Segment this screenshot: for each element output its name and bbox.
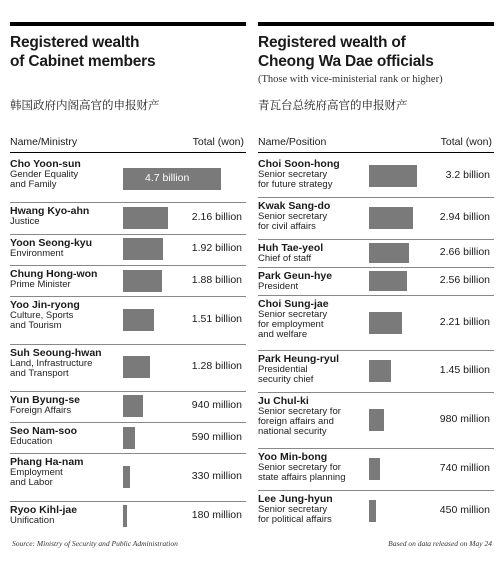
row-role: President: [258, 280, 299, 292]
cabinet-chinese-title: 韩国政府内阁高官的申报财产: [10, 100, 160, 112]
row-role: Education: [10, 436, 53, 448]
row-name: Suh Seoung-hwan: [10, 346, 102, 359]
value-label: 180 million: [191, 509, 242, 522]
row-role: Environment: [10, 247, 64, 259]
row-name: Chung Hong-won: [10, 267, 98, 280]
cheongwadae-panel: [258, 0, 494, 548]
row-name: Yoon Seong-kyu: [10, 236, 93, 249]
row-name: Cho Yoon-sun: [10, 158, 81, 170]
row-role: Senior secretary for future strategy: [258, 169, 333, 190]
row-divider: [10, 453, 246, 454]
row-role: Senior secretary for state affairs planning: [258, 462, 346, 484]
wealth-bar: [123, 427, 135, 449]
row-role: Chief of staff: [258, 252, 312, 264]
value-label: 330 million: [191, 470, 242, 483]
cabinet-header-row: [10, 134, 246, 153]
value-label: 2.56 billion: [439, 273, 490, 286]
row-divider: [10, 391, 246, 392]
wealth-bar: [369, 312, 402, 334]
row-divider: [258, 490, 494, 491]
wealth-bar: [369, 458, 380, 480]
wealth-bar: [123, 466, 130, 488]
row-divider: [10, 296, 246, 297]
row-role: Land, Infrastructure and Transport: [10, 357, 93, 379]
cabinet-title: Registered wealth of Cabinet members: [10, 34, 156, 70]
row-divider: [258, 350, 494, 351]
value-label: 1.92 billion: [191, 242, 242, 255]
cheongwadae-date-note: Based on data released on May 24: [388, 539, 492, 548]
row-divider: [10, 344, 246, 345]
value-label: 1.45 billion: [439, 364, 490, 377]
row-name: Phang Ha-nam: [10, 456, 84, 469]
cheongwadae-title: Registered wealth of Cheong Wa Dae officials: [258, 34, 434, 70]
row-role: Employment and Labor: [10, 467, 63, 489]
wealth-bar: [123, 207, 168, 229]
top-rule: [258, 22, 494, 26]
row-name: Yun Byung-se: [10, 393, 81, 406]
cheongwadae-subtitle: (Those with vice-ministerial rank or higher): [258, 74, 443, 85]
value-label: 450 million: [439, 504, 490, 517]
cheongwadae-header-value: Total (won): [440, 136, 492, 148]
row-divider: [258, 448, 494, 449]
row-divider: [10, 501, 246, 502]
value-label: 2.66 billion: [439, 245, 490, 258]
cheongwadae-header-label: Name/Position: [258, 136, 327, 148]
row-name: Yoo Min-bong: [258, 451, 328, 464]
row-name: Park Geun-hye: [258, 269, 333, 282]
value-label: 940 million: [191, 399, 242, 412]
value-label: 2.21 billion: [439, 315, 490, 328]
row-name: Choi Soon-hong: [258, 158, 340, 170]
row-role: Prime Minister: [10, 278, 71, 290]
row-name: Seo Nam-soo: [10, 425, 78, 438]
row-role: Senior secretary for employment and welfare: [258, 308, 328, 340]
row-divider: [258, 392, 494, 393]
value-label: 3.2 billion: [445, 168, 490, 181]
cabinet-source-note: Source: Ministry of Security and Public Administration: [12, 539, 178, 548]
row-role: Foreign Affairs: [10, 404, 72, 416]
value-label: 4.7 billion: [145, 171, 190, 184]
top-rule: [10, 22, 246, 26]
wealth-bar: [369, 165, 417, 187]
row-role: Culture, Sports and Tourism: [10, 310, 74, 332]
row-name: Lee Jung-hyun: [258, 493, 333, 506]
row-name: Ryoo Kihl-jae: [10, 503, 78, 516]
row-divider: [10, 202, 246, 203]
row-name: Choi Sung-jae: [258, 297, 329, 310]
wealth-bar: [369, 409, 384, 431]
row-name: Huh Tae-yeol: [258, 241, 324, 254]
row-role: Gender Equality and Family: [10, 169, 79, 190]
value-label: 1.51 billion: [191, 312, 242, 325]
row-divider: [10, 234, 246, 235]
row-role: Justice: [10, 216, 40, 228]
wealth-bar: [123, 505, 127, 527]
wealth-bar: [123, 356, 150, 378]
value-label: 2.94 billion: [439, 210, 490, 223]
value-label: 1.88 billion: [191, 273, 242, 286]
wealth-bar: [369, 243, 409, 263]
row-role: Senior secretary for civil affairs: [258, 210, 328, 232]
row-name: Hwang Kyo-ahn: [10, 205, 90, 218]
row-role: Senior secretary for foreign affairs and national security: [258, 406, 341, 438]
cabinet-header-value: Total (won): [192, 136, 244, 148]
cabinet-panel: [10, 0, 246, 548]
wealth-bar: [123, 395, 143, 417]
row-role: Senior secretary for political affairs: [258, 504, 332, 526]
value-label: 1.28 billion: [191, 360, 242, 373]
row-role: Unification: [10, 514, 55, 526]
row-divider: [258, 197, 494, 198]
row-divider: [10, 265, 246, 266]
row-name: Ju Chul-ki: [258, 395, 309, 408]
cabinet-header-label: Name/Ministry: [10, 136, 78, 148]
row-name: Kwak Sang-do: [258, 199, 331, 212]
value-label: 740 million: [439, 462, 490, 475]
row-name: Yoo Jin-ryong: [10, 299, 80, 312]
wealth-bar: [369, 207, 413, 229]
wealth-bar: [369, 360, 391, 382]
value-label: 590 million: [191, 430, 242, 443]
value-label: 980 million: [439, 413, 490, 426]
wealth-bar: [369, 500, 376, 522]
row-role: Presidential security chief: [258, 364, 314, 386]
wealth-bar: [123, 270, 162, 292]
cheongwadae-chinese-title: 青瓦台总统府高官的申报财产: [258, 100, 408, 112]
row-divider: [258, 295, 494, 296]
wealth-bar: [123, 309, 154, 331]
row-divider: [10, 422, 246, 423]
value-label: 2.16 billion: [191, 210, 242, 223]
wealth-bar: [123, 238, 163, 260]
row-divider: [258, 267, 494, 268]
row-name: Park Heung-ryul: [258, 353, 340, 366]
wealth-bar: [369, 271, 407, 291]
cheongwadae-header-row: [258, 134, 494, 153]
row-divider: [258, 239, 494, 240]
